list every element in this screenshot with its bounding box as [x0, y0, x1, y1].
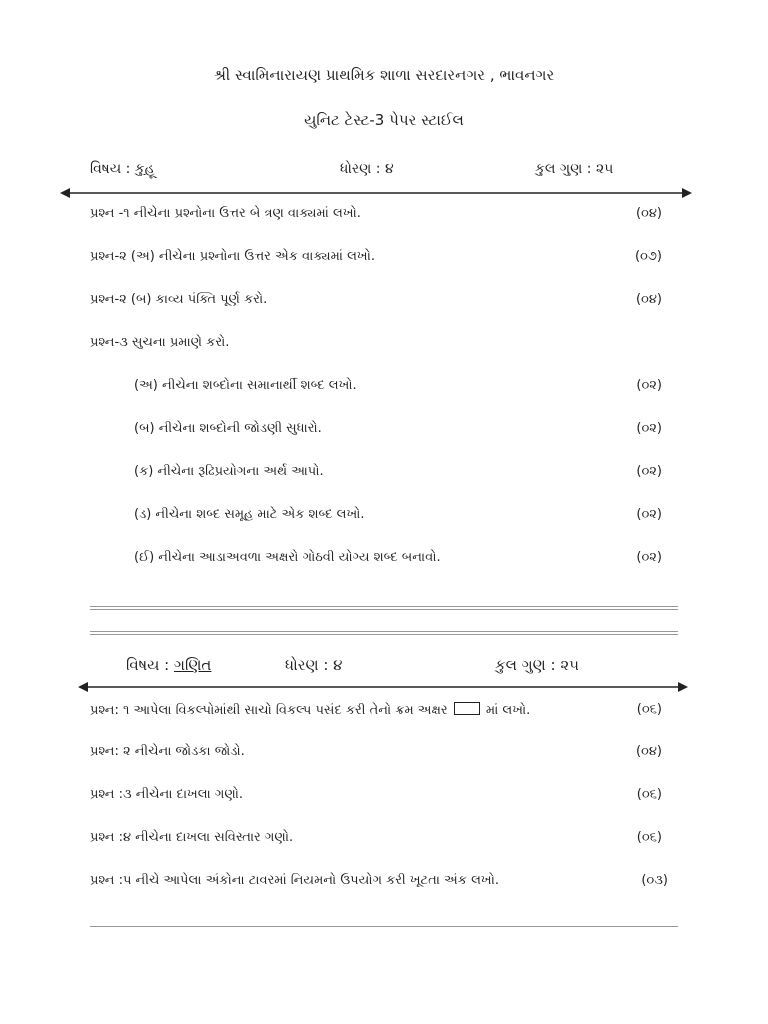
subquestion-b-marks: (૦૨) [636, 421, 662, 436]
subquestion-a: (અ) નીચેના શબ્દોના સમાનાર્થી શબ્દ લખો. [134, 378, 357, 393]
subquestion-d: (ડ) નીચેના શબ્દ સમૂહ માટે એક શબ્દ લખો. [134, 507, 365, 522]
subject-prefix: વિષય : [126, 656, 174, 674]
paper-title: યુનિટ ટેસ્ટ-3 પેપર સ્ટાઈલ [304, 111, 464, 129]
subject-label [90, 161, 155, 177]
question-2b: પ્રશ્ન-૨ (બ) કાવ્ય પંક્તિ પૂર્ણ કરો. [90, 292, 268, 307]
subquestion-b: (બ) નીચેના શબ્દોની જોડણી સુધારો. [134, 421, 322, 436]
answer-box [454, 702, 480, 715]
question-1-marks: (૦૪) [635, 206, 662, 221]
school-name: શ્રી સ્વામિનારાયણ પ્રાથમિક શાળા સરદારનગર , ભાવનગર [213, 66, 555, 84]
double-arrow-divider [78, 680, 688, 694]
math-question-1-marks: (૦૬) [636, 702, 662, 717]
subquestion-i: (ઈ) નીચેના આડાઅવળા અક્ષરો ગોઠવી યોગ્ય શબ્દ બનાવો. [134, 550, 441, 565]
subquestion-a-marks: (૦૨) [636, 378, 662, 393]
math-question-4-marks: (૦૬) [636, 830, 662, 845]
math-question-2-marks: (૦૪) [635, 744, 662, 759]
subject-name: ગણિત [174, 656, 212, 674]
subquestion-k: (ક) નીચેના રૂઢિપ્રયોગના અર્થ આપો. [134, 464, 324, 479]
question-2a-marks: (૦૭) [634, 249, 662, 264]
question-1: પ્રશ્ન -૧ નીચેના પ્રશ્નોના ઉત્તર બે ત્રણ વાક્યમાં લખો. [90, 206, 361, 221]
subject-prefix: વિષય : [90, 161, 135, 177]
divider-line [90, 631, 678, 632]
divider-line [90, 609, 678, 610]
subquestion-d-marks: (૦૨) [636, 507, 662, 522]
subquestion-i-marks: (૦૨) [636, 550, 662, 565]
standard-label: ધોરણ : ૪ [340, 161, 394, 177]
bottom-divider-line [90, 926, 678, 927]
subject-label [126, 656, 211, 674]
math-question-5: પ્રશ્ન :પ નીચે આપેલા અંકોના ટાવરમાં નિયમનો ઉપયોગ કરી ખૂટતા અંક લખો. [90, 873, 499, 888]
math-question-1 [90, 702, 530, 718]
total-marks-label: કુલ ગુણ : ૨૫ [495, 656, 579, 674]
math-question-1-text-end: માં લખો. [485, 703, 531, 718]
divider-line [90, 634, 678, 635]
question-3: પ્રશ્ન-૩ સુચના પ્રમાણે કરો. [90, 335, 230, 350]
standard-label: ધોરણ : ૪ [285, 656, 343, 674]
divider-line [90, 606, 678, 607]
total-marks-label: કુલ ગુણ : ૨૫ [535, 161, 614, 177]
question-2b-marks: (૦૪) [635, 292, 662, 307]
math-question-4: પ્રશ્ન :૪ નીચેના દાખલા સવિસ્તાર ગણો. [90, 830, 294, 845]
question-2a: પ્રશ્ન-૨ (અ) નીચેના પ્રશ્નોના ઉત્તર એક વાક્યમાં લખો. [90, 249, 376, 264]
math-question-5-marks: (૦૩) [641, 873, 668, 888]
subject-name: કુહૂ [134, 161, 155, 177]
math-question-1-text: પ્રશ્ન: ૧ આપેલા વિકલ્પોમાંથી સાચો વિકલ્પ પસંદ કરી તેનો ક્રમ અક્ષર [90, 703, 448, 718]
double-arrow-divider [60, 186, 692, 200]
math-question-3: પ્રશ્ન :૩ નીચેના દાખલા ગણો. [90, 787, 244, 802]
math-question-2: પ્રશ્ન: ૨ નીચેના જોડકા જોડો. [90, 744, 245, 759]
subquestion-k-marks: (૦૨) [636, 464, 662, 479]
math-question-3-marks: (૦૬) [636, 787, 662, 802]
